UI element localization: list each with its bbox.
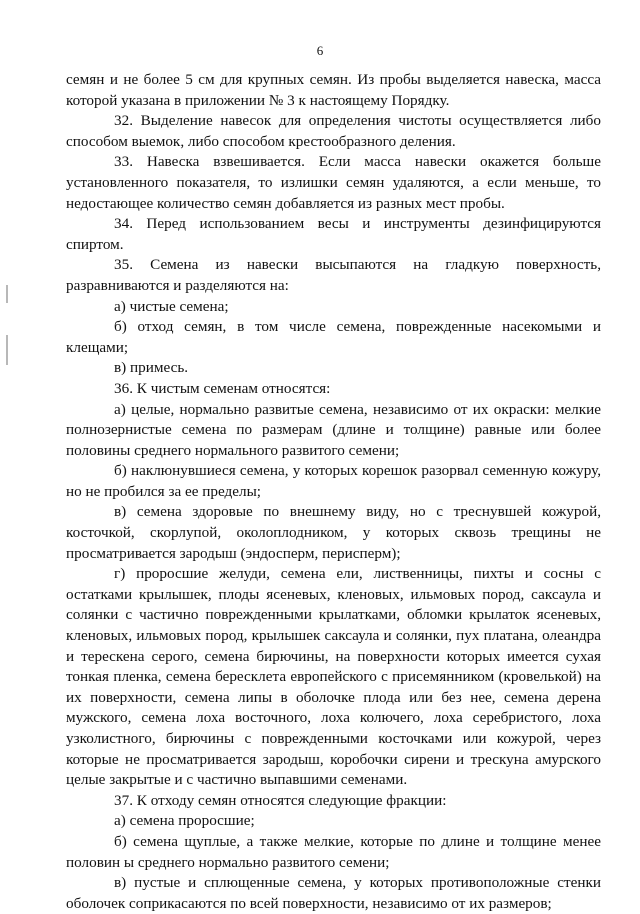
paragraph: 36. К чистым семенам относятся: — [114, 379, 331, 397]
paragraph: 33. Навеска взвешивается. Если масса навески окажется больше установленного показателя, то излишки семян удаляются, а если меньше, то недостающее количество семян добавляется из разных мест пробы. — [66, 153, 601, 212]
list-item: г) проросшие желуди, семена ели, лиственницы, пихты и сосны с остатками крылышек, плоды ясеневых, кленовых, ильмовых пород, саксаула и солянки с частично поврежденными крылатками, обломки крылаток ясеневых, кленовых, ильмовых пород, крылышек саксаула и солянки, пух платана, олеандра и терескена серого, семена бирючины, на поверхности которых имеется сухая тонкая пленка, семена бересклета европейского с присемянником (кровелькой) на их поверхности, семена липы в оболочке плода или без нее, семена дерена мужского, семена лоха восточного, лоха колючего, лоха серебристого, лоха узколистного, бирючины с поврежденными косточками или кожурой, через которые не просматривается зародыш, коробочки сирени и трескуна амурского целые закрытые и с частично выпавшими семенами. — [66, 565, 601, 789]
scan-artifact — [6, 285, 8, 303]
paragraph: 37. К отходу семян относятся следующие фракции: — [114, 791, 447, 809]
list-item: а) целые, нормально развитые семена, независимо от их окраски: мелкие полнозернистые семена по размерам (длине и толщине) равные или более половины среднего нормального развитого семени; — [66, 400, 601, 459]
list-item: а) семена проросшие; — [114, 812, 255, 830]
list-item: а) чистые семена; — [114, 297, 229, 315]
paragraph: 35. Семена из навески высыпаются на гладкую поверхность, разравниваются и разделяются на: — [66, 256, 601, 294]
list-item: в) пустые и сплющенные семена, у которых противоположные стенки оболочек соприкасаются по всей поверхности, независимо от их размеров; — [66, 874, 601, 912]
list-item: б) наклюнувшиеся семена, у которых корешок разорвал семенную кожуру, но не пробился за ее пределы; — [66, 462, 601, 500]
list-item: б) семена щуплые, а также мелкие, которые по длине и толщине менее половин ы среднего нормально развитого семени; — [66, 832, 601, 871]
page-number: 6 — [316, 43, 324, 58]
paragraph: 32. Выделение навесок для определения чистоты осуществляется либо способом выемок, либо способом крестообразного деления. — [66, 112, 601, 150]
paragraph: семян и не более 5 см для крупных семян. Из пробы выделяется навеска, масса которой указана в приложении № 3 к настоящему Порядку. — [66, 71, 601, 109]
scan-artifact — [6, 335, 8, 365]
paragraph: 34. Перед использованием весы и инструменты дезинфицируются спиртом. — [66, 215, 601, 253]
list-item: в) семена здоровые по внешнему виду, но с треснувшей кожурой, косточкой, скорлупой, околоплодником, у которых сквозь трещины не просматривается зародыш (эндосперм, перисперм); — [66, 503, 601, 562]
list-item: в) примесь. — [114, 359, 189, 377]
list-item: б) отход семян, в том числе семена, поврежденные насекомыми и клещами; — [66, 318, 601, 356]
document-body — [66, 70, 601, 914]
